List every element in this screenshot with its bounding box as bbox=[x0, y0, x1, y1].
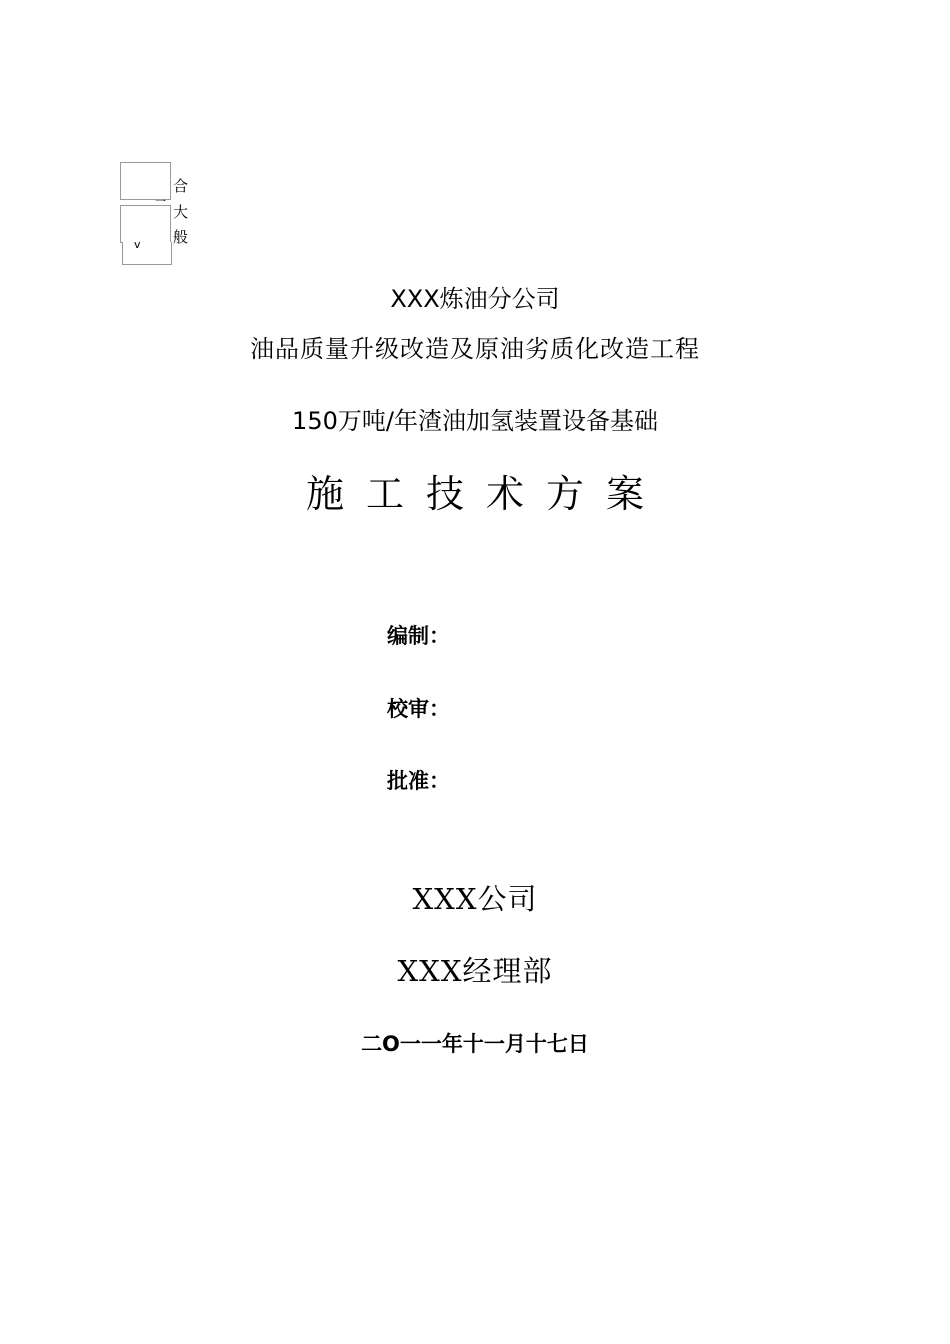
project-heading: 油品质量升级改造及原油劣质化改造工程 bbox=[250, 335, 700, 363]
footer-department: XXX经理部 bbox=[397, 954, 553, 988]
unit-heading: 150万吨/年渣油加氢装置设备基础 bbox=[292, 407, 658, 435]
check-box-bottom bbox=[122, 242, 172, 265]
stamp-option-3: 般 bbox=[173, 228, 189, 246]
check-box-lower bbox=[120, 205, 171, 243]
company-heading: XXX炼油分公司 bbox=[390, 285, 560, 313]
reviewed-by-label: 校审： bbox=[387, 697, 450, 721]
footer-date: 二O一一年十一月十七日 bbox=[361, 1032, 589, 1056]
approved-by-label: 批准： bbox=[387, 769, 450, 793]
check-mark-v: v bbox=[134, 238, 141, 251]
footer-company: XXX公司 bbox=[412, 882, 538, 916]
stamp-option-1: 合 bbox=[173, 177, 189, 195]
compiled-by-label: 编制： bbox=[387, 624, 450, 648]
check-mark-dash: 一 bbox=[155, 195, 166, 208]
document-title: 施工技术方案 bbox=[305, 472, 666, 516]
stamp-option-2: 大 bbox=[173, 203, 189, 221]
